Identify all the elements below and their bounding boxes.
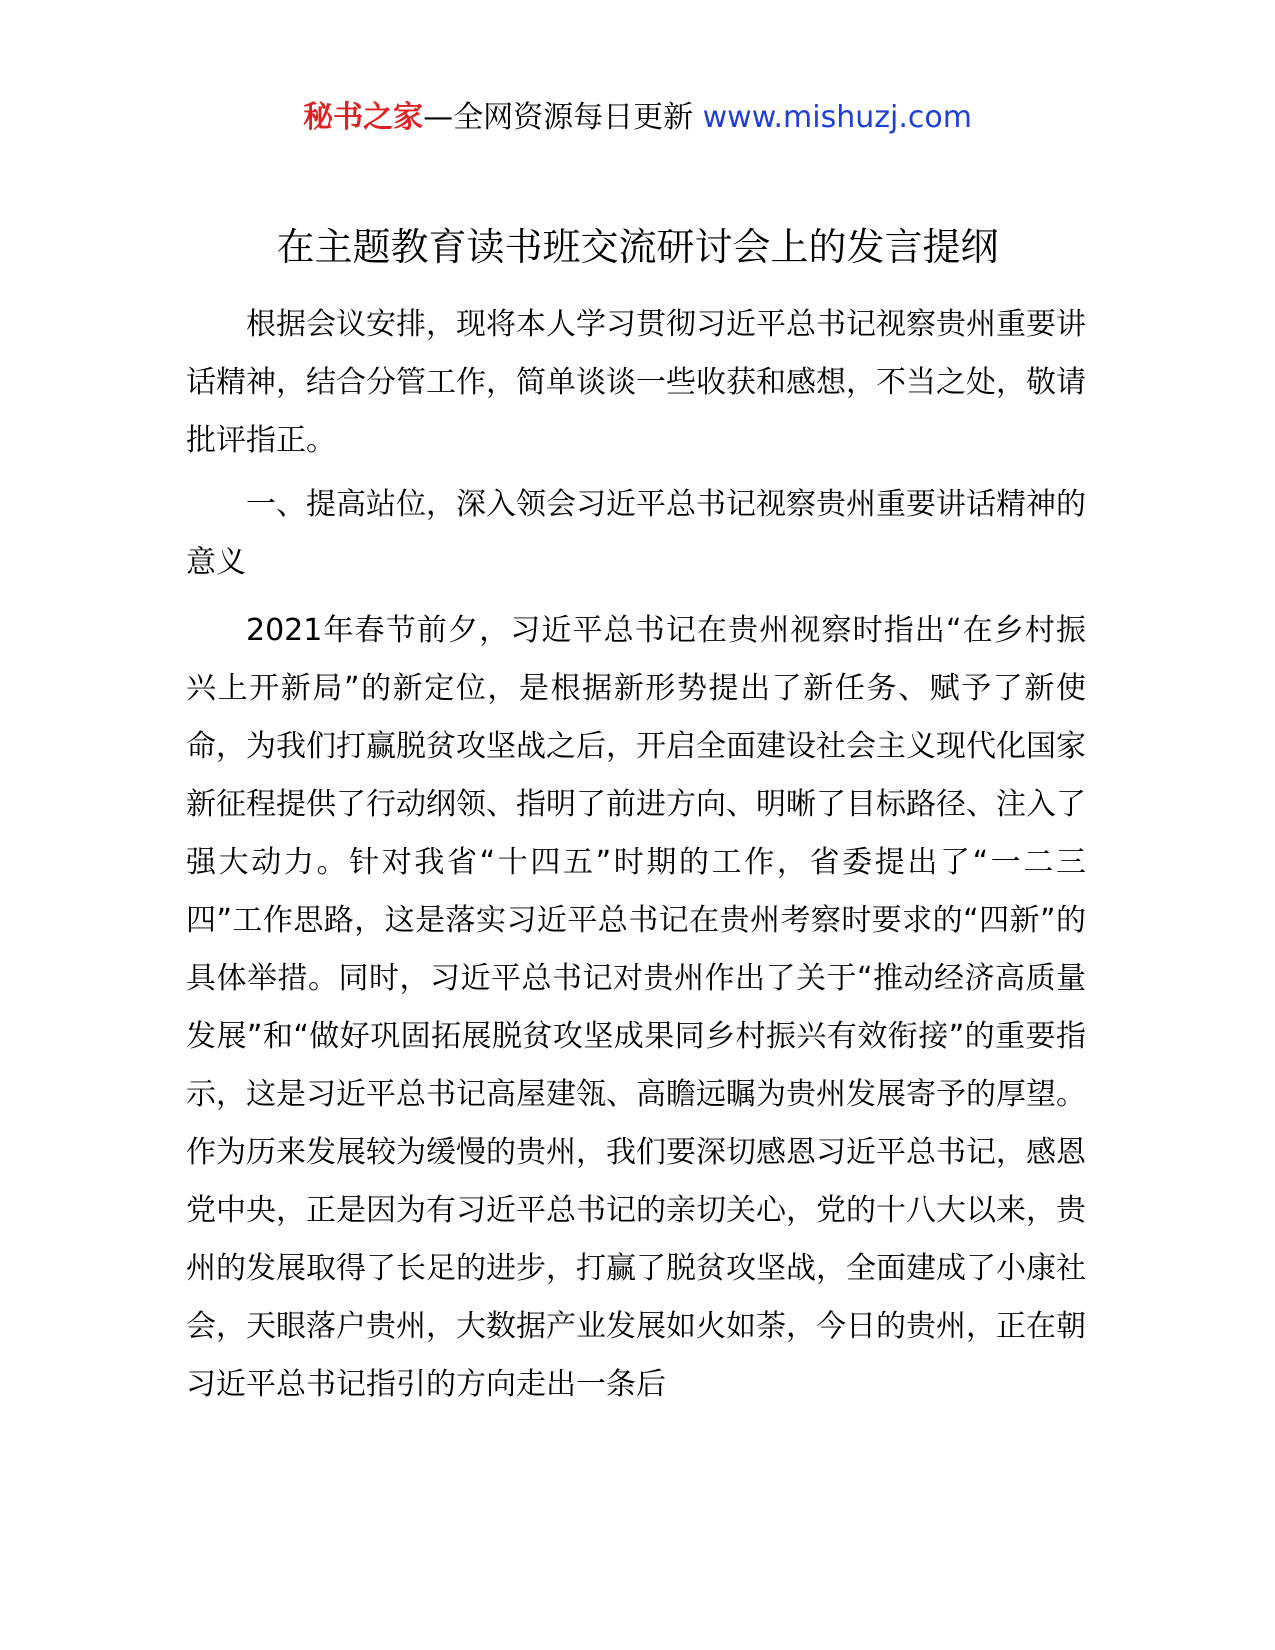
site-brand: 秘书之家	[303, 100, 424, 135]
document-body	[186, 296, 1086, 1414]
document-title: 在主题教育读书班交流研讨会上的发言提纲	[276, 225, 999, 269]
site-header	[0, 96, 1275, 140]
site-url-link[interactable]: www.mishuzj.com	[702, 100, 972, 135]
section-heading-1: 一、提高站位，深入领会习近平总书记视察贵州重要讲话精神的意义	[186, 487, 1086, 580]
site-slogan: —全网资源每日更新	[423, 100, 703, 135]
intro-paragraph: 根据会议安排，现将本人学习贯彻习近平总书记视察贵州重要讲话精神，结合分管工作，简单谈谈一些收获和感想，不当之处，敬请批评指正。	[186, 307, 1086, 458]
body-paragraph: 2021年春节前夕，习近平总书记在贵州视察时指出“在乡村振兴上开新局”的新定位，是根据新形势提出了新任务、赋予了新使命，为我们打赢脱贫攻坚战之后，开启全面建设社会主义现代化国家新征程提供了行动纲领、指明了前进方向、明晰了目标路径、注入了强大动力。针对我省“十四五”时期的工作，省委提出了“一二三四”工作思路，这是落实习近平总书记在贵州考察时要求的“四新”的具体举措。同时，习近平总书记对贵州作出了关于“推动经济高质量发展”和“做好巩固拓展脱贫攻坚成果同乡村振兴有效衔接”的重要指示，这是习近平总书记高屋建瓴、高瞻远瞩为贵州发展寄予的厚望。作为历来发展较为缓慢的贵州，我们要深切感恩习近平总书记，感恩党中央，正是因为有习近平总书记的亲切关心，党的十八大以来，贵州的发展取得了长足的进步，打赢了脱贫攻坚战，全面建成了小康社会，天眼落户贵州，大数据产业发展如火如荼，今日的贵州，正在朝习近平总书记指引的方向走出一条后	[186, 613, 1086, 1402]
